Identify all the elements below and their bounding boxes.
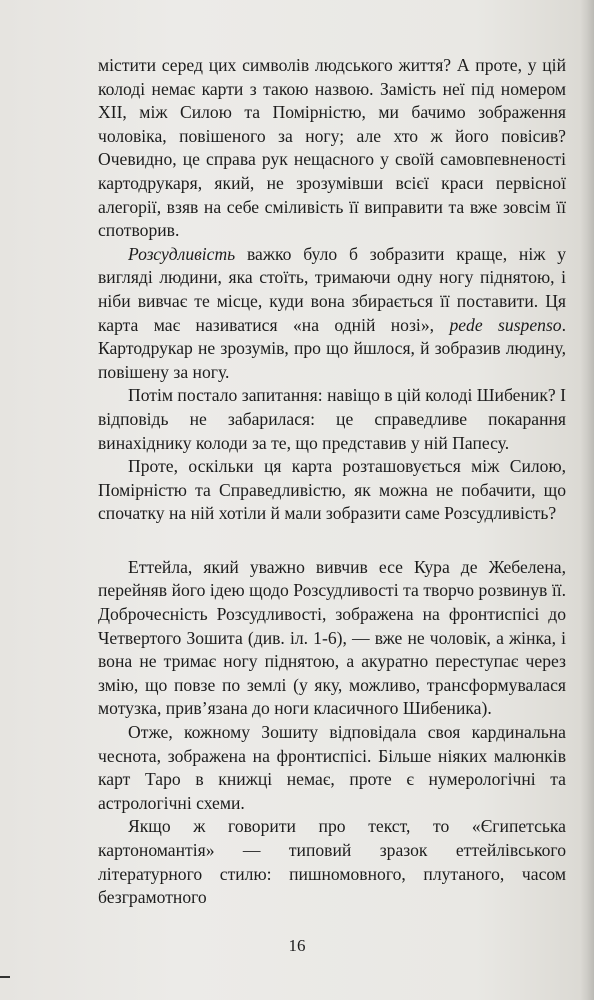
paragraph-continuation: містити серед цих символів людського життя? А проте, у цій колоді немає карти з такою назвою. Замість неї під номером XII, між Силою та Помірністю, ми бачимо зображення чоловіка, повішеного за ногу; але хто ж його повісив? Очевидно, це справа рук нещасного у своїй самовпевненості картодрукаря, який, не зрозумівши всієї краси первісної алегорії, взяв на себе сміливість її виправити та вже зовсім її спотворив. [98,55,566,241]
paragraph-etteilla: Еттейла, який уважно вивчив есе Кура де Жебелена, перейняв його ідею щодо Розсудливості та творчо розвинув її. Доброчесність Розсудливості, зображена на фронтиспісі до Четвертого Зошита (див. іл. 1-6), — вже не чоловік, а жінка, і вона не тримає ногу піднятою, а акуратно переступає через змію, що повзе по землі (у яку, можливо, трансформувалася мотузка, прив’язана до ноги класичного Шибеника). [98,556,566,719]
italic-term-pede-suspenso: pede suspenso [449,314,562,335]
italic-term-prudence: Розсудливість [128,243,236,264]
paragraph-hanged-man: Потім постало запитання: навіщо в цій колоді Шибеник? І відповідь не забарилася: це справедливе покарання винахіднику колоди за те, що представив у ній Папесу. [98,385,566,453]
page-edge-mark [0,976,10,978]
paragraph-card-position: Проте, оскільки ця карта розташовується між Силою, Помірністю та Справедливістю, як можна не побачити, що спочатку на ній хотіли й мали зобразити саме Розсудливість? [98,456,566,524]
paragraph-cardinal-virtue: Отже, кожному Зошиту відповідала своя кардинальна чеснота, зображена на фронтиспісі. Більше ніяких малюнків карт Таро в книжці немає, проте є нумерологічні та астрологічні схеми. [98,722,566,813]
paragraph-style: Якщо ж говорити про текст, то «Єгипетська картономантія» — типовий зразок еттейлівського літературного стилю: пишномовного, плутаного, часом безграмотного [98,816,566,908]
page-number: 16 [288,936,306,955]
body-text [98,54,566,910]
section-gap [98,526,566,556]
page-spine-shadow [580,0,594,1000]
paragraph-prudence: Розсудливість важко було б зобразити краще, ніж у вигляді людини, яка стоїть, тримаючи одну ногу піднятою, і ніби вивчає те місце, куди вона збирається її поставити. Ця карта має називатися «на одній нозі», pede suspenso. Картодрукар не зрозумів, про що йшлося, й зобразив людину, повішену за ногу. [98,243,566,382]
